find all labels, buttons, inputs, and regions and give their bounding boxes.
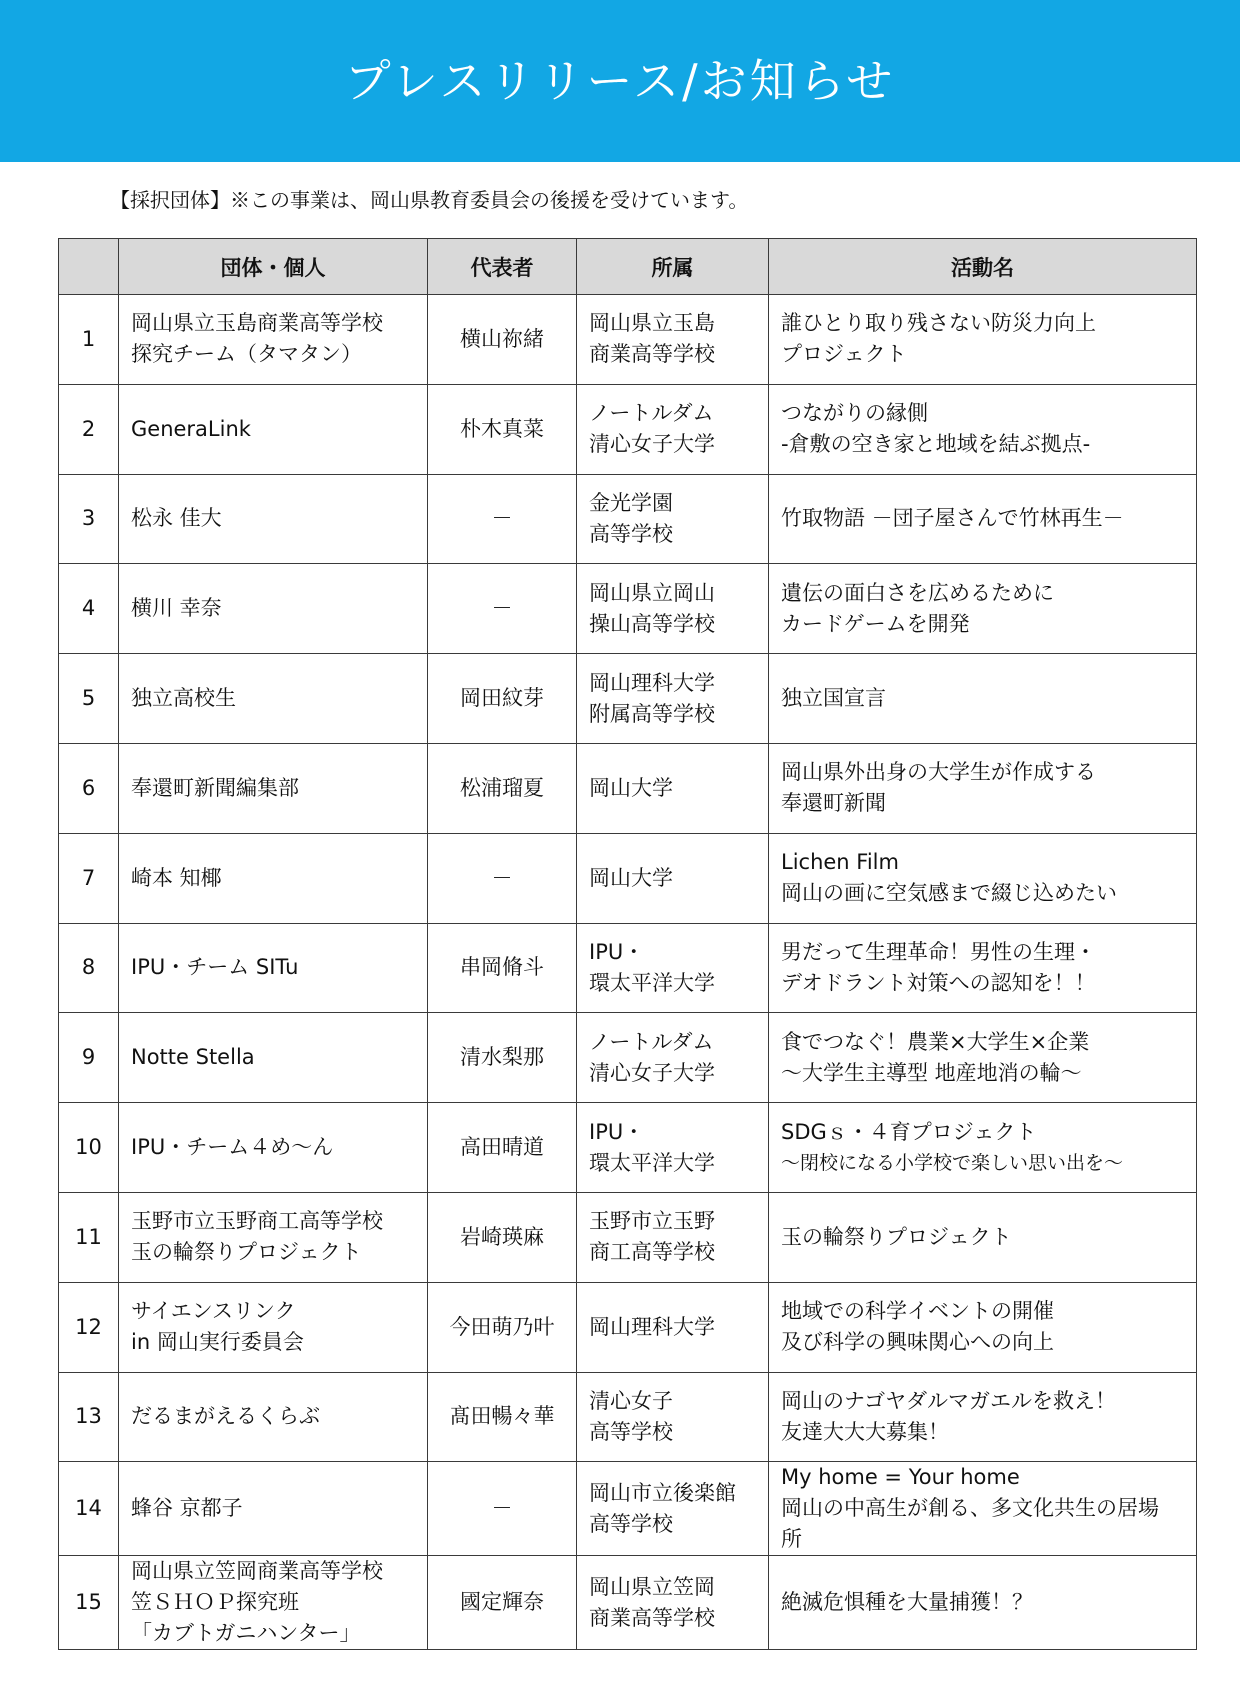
activity-cell: [769, 564, 1197, 654]
activity-cell-line: 絶滅危惧種を大量捕獲！？: [781, 1590, 1033, 1615]
representative-cell: 岡田紋芽: [428, 654, 577, 744]
organization-cell: [119, 1192, 428, 1282]
activity-cell-line: 奉還町新聞: [781, 791, 886, 816]
organization-cell-line: Notte Stella: [131, 1045, 255, 1070]
representative-cell: 横山祢緒: [428, 295, 577, 385]
activity-cell-line: プロジェクト: [781, 342, 907, 367]
organization-cell-line: 笠ＳＨＯＰ探究班: [131, 1590, 299, 1615]
activity-cell-line: 岡山のナゴヤダルマガエルを救え！: [781, 1388, 1116, 1413]
table-row: [59, 1013, 1197, 1103]
header-representative: 代表者: [428, 239, 577, 295]
organization-cell: [119, 1462, 428, 1556]
activity-cell-line: 岡山の中高生が創る、多文化共生の居場: [781, 1496, 1159, 1521]
activity-cell: [769, 1462, 1197, 1556]
affiliation-cell-line: 清心女子大学: [589, 1060, 715, 1085]
affiliation-cell: [577, 1462, 769, 1556]
organization-cell-line: サイエンスリンク: [131, 1299, 296, 1324]
activity-cell-line: つながりの縁側: [781, 401, 928, 426]
row-number: 10: [59, 1103, 119, 1193]
activity-cell: [769, 1192, 1197, 1282]
organization-cell-line: 岡山県立玉島商業高等学校: [131, 311, 383, 336]
activity-cell: [769, 474, 1197, 564]
activity-cell-line: 竹取物語 －団子屋さんで竹林再生－: [781, 506, 1124, 531]
organization-cell: [119, 564, 428, 654]
intro-text: 【採択団体】※この事業は、岡山県教育委員会の後援を受けています。: [110, 188, 749, 212]
activity-cell: [769, 295, 1197, 385]
affiliation-cell: [577, 743, 769, 833]
header-affiliation: 所属: [577, 239, 769, 295]
table-row: [59, 1372, 1197, 1462]
organization-cell: [119, 384, 428, 474]
representative-cell: －: [428, 564, 577, 654]
affiliation-cell-line: 岡山県立玉島: [589, 311, 715, 336]
affiliation-cell: [577, 1556, 769, 1650]
activity-cell: [769, 1103, 1197, 1193]
activity-cell-line: カードゲームを開発: [781, 611, 970, 636]
affiliation-cell-line: 商業高等学校: [589, 342, 715, 367]
affiliation-cell-line: IPU・: [589, 1119, 645, 1144]
organization-cell: [119, 1013, 428, 1103]
affiliation-cell-line: 岡山理科大学: [589, 1314, 715, 1339]
row-number: 12: [59, 1282, 119, 1372]
organization-cell: [119, 654, 428, 744]
activity-cell: [769, 384, 1197, 474]
activity-cell-line: 及び科学の興味関心への向上: [781, 1330, 1054, 1355]
row-number: 1: [59, 295, 119, 385]
activity-cell: [769, 1282, 1197, 1372]
organization-cell: [119, 743, 428, 833]
table-row: [59, 474, 1197, 564]
organization-cell: [119, 923, 428, 1013]
organization-cell-line: 玉の輪祭りプロジェクト: [131, 1240, 362, 1265]
organization-cell: [119, 833, 428, 923]
affiliation-cell-line: 金光学園: [589, 490, 673, 515]
row-number: 11: [59, 1192, 119, 1282]
affiliation-cell-line: 高等学校: [589, 521, 673, 546]
table-row: [59, 654, 1197, 744]
representative-cell: 髙田暢々華: [428, 1372, 577, 1462]
affiliation-cell: [577, 564, 769, 654]
affiliation-cell-line: 商工高等学校: [589, 1240, 715, 1265]
representative-cell: 串岡脩斗: [428, 923, 577, 1013]
activity-cell-line: 玉の輪祭りプロジェクト: [781, 1224, 1012, 1249]
organization-cell-line: 「カブトガニハンター」: [131, 1621, 361, 1646]
row-number: 8: [59, 923, 119, 1013]
row-number: 9: [59, 1013, 119, 1103]
page-title: プレスリリース/お知らせ: [344, 54, 896, 108]
activity-cell-line: 誰ひとり取り残さない防災力向上: [781, 311, 1096, 336]
affiliation-cell-line: 玉野市立玉野: [589, 1209, 715, 1234]
activity-cell-line: ～閉校になる小学校で楽しい思い出を～: [781, 1151, 1124, 1174]
organization-cell: [119, 474, 428, 564]
row-number: 13: [59, 1372, 119, 1462]
affiliation-cell-line: 環太平洋大学: [589, 1150, 715, 1175]
activity-cell-line: 友達大大大募集！: [781, 1419, 949, 1444]
table-row: [59, 833, 1197, 923]
row-number: 6: [59, 743, 119, 833]
affiliation-cell: [577, 295, 769, 385]
organization-cell: [119, 1372, 428, 1462]
affiliation-cell-line: 環太平洋大学: [589, 970, 715, 995]
affiliation-cell: [577, 1103, 769, 1193]
affiliation-cell: [577, 654, 769, 744]
organization-cell-line: 玉野市立玉野商工高等学校: [131, 1209, 383, 1234]
organization-cell: [119, 295, 428, 385]
row-number: 5: [59, 654, 119, 744]
row-number: 4: [59, 564, 119, 654]
affiliation-cell-line: 操山高等学校: [589, 611, 715, 636]
activity-cell-line: デオドラント対策への認知を！！: [781, 970, 1096, 995]
affiliation-cell-line: 岡山大学: [589, 865, 673, 890]
table-row: [59, 384, 1197, 474]
representative-cell: 高田晴道: [428, 1103, 577, 1193]
representative-cell: 朴木真菜: [428, 384, 577, 474]
organization-cell-line: 松永 佳大: [131, 506, 222, 531]
table-row: [59, 1192, 1197, 1282]
affiliation-cell-line: 附属高等学校: [589, 701, 715, 726]
organization-cell-line: 横川 幸奈: [131, 596, 222, 621]
affiliation-cell-line: IPU・: [589, 939, 645, 964]
organization-cell-line: in 岡山実行委員会: [131, 1330, 304, 1355]
row-number: 2: [59, 384, 119, 474]
organization-cell-line: GeneraLink: [131, 416, 251, 441]
affiliation-cell: [577, 474, 769, 564]
affiliation-cell-line: 清心女子大学: [589, 432, 715, 457]
row-number: 3: [59, 474, 119, 564]
affiliation-cell-line: 清心女子: [589, 1388, 673, 1413]
organization-cell-line: 岡山県立笠岡商業高等学校: [131, 1559, 383, 1584]
affiliation-cell-line: 岡山市立後楽館: [589, 1480, 736, 1505]
affiliation-cell-line: 岡山県立岡山: [589, 580, 715, 605]
representative-cell: －: [428, 474, 577, 564]
representative-cell: 松浦瑠夏: [428, 743, 577, 833]
activity-cell-line: 独立国宣言: [781, 686, 886, 711]
affiliation-cell: [577, 1372, 769, 1462]
table-header-row: [59, 239, 1197, 295]
activity-cell-line: 岡山県外出身の大学生が作成する: [781, 760, 1096, 785]
affiliation-cell-line: 岡山大学: [589, 775, 673, 800]
affiliation-cell-line: ノートルダム: [589, 1029, 714, 1054]
organization-cell-line: だるまがえるくらぶ: [131, 1404, 320, 1429]
activity-cell-line: 岡山の画に空気感まで綴じ込めたい: [781, 881, 1117, 906]
representative-cell: 清水梨那: [428, 1013, 577, 1103]
affiliation-cell: [577, 384, 769, 474]
activity-cell: [769, 1372, 1197, 1462]
affiliation-cell: [577, 1013, 769, 1103]
activity-cell-line: -倉敷の空き家と地域を結ぶ拠点-: [781, 432, 1091, 457]
affiliation-cell-line: ノートルダム: [589, 401, 714, 426]
row-number: 15: [59, 1556, 119, 1650]
organization-cell-line: IPU・チーム SITu: [131, 955, 299, 980]
table-row: [59, 1282, 1197, 1372]
affiliation-cell-line: 高等学校: [589, 1419, 673, 1444]
organization-cell: [119, 1556, 428, 1650]
table-row: [59, 295, 1197, 385]
table-row: [59, 1462, 1197, 1556]
representative-cell: －: [428, 1462, 577, 1556]
activity-cell-line: 遺伝の面白さを広めるために: [781, 580, 1054, 605]
header-organization: 団体・個人: [119, 239, 428, 295]
selected-groups-table: [58, 238, 1197, 1650]
activity-cell-line: SDGｓ・４育プロジェクト: [781, 1119, 1037, 1144]
organization-cell-line: 探究チーム（タマタン）: [131, 342, 362, 367]
activity-cell-line: Lichen Film: [781, 850, 899, 875]
activity-cell-line: 食でつなぐ！農業×大学生×企業: [781, 1029, 1090, 1054]
activity-cell: [769, 743, 1197, 833]
activity-cell: [769, 833, 1197, 923]
table-row: [59, 564, 1197, 654]
affiliation-cell-line: 岡山理科大学: [589, 670, 715, 695]
activity-cell: [769, 1556, 1197, 1650]
representative-cell: 岩崎瑛麻: [428, 1192, 577, 1282]
activity-cell-line: 男だって生理革命！男性の生理・: [781, 939, 1096, 964]
activity-cell: [769, 654, 1197, 744]
organization-cell-line: 崎本 知椰: [131, 865, 222, 890]
activity-cell-line: My home = Your home: [781, 1465, 1020, 1490]
activity-cell-line: 地域での科学イベントの開催: [781, 1299, 1054, 1324]
organization-cell-line: IPU・チーム４め～ん: [131, 1135, 334, 1160]
activity-cell: [769, 923, 1197, 1013]
affiliation-cell: [577, 1192, 769, 1282]
header-banner: [0, 0, 1240, 162]
table-row: [59, 1103, 1197, 1193]
activity-cell-line: ～大学生主導型 地産地消の輪～: [781, 1060, 1082, 1085]
header-number: [59, 239, 119, 295]
representative-cell: －: [428, 833, 577, 923]
row-number: 7: [59, 833, 119, 923]
table-row: [59, 923, 1197, 1013]
affiliation-cell: [577, 1282, 769, 1372]
row-number: 14: [59, 1462, 119, 1556]
affiliation-cell-line: 高等学校: [589, 1511, 673, 1536]
organization-cell-line: 独立高校生: [131, 686, 236, 711]
table-row: [59, 743, 1197, 833]
affiliation-cell: [577, 833, 769, 923]
organization-cell-line: 奉還町新聞編集部: [131, 775, 299, 800]
representative-cell: 今田萌乃叶: [428, 1282, 577, 1372]
table-row: [59, 1556, 1197, 1650]
activity-cell: [769, 1013, 1197, 1103]
activity-cell-line: 所: [781, 1527, 802, 1552]
organization-cell: [119, 1282, 428, 1372]
affiliation-cell-line: 岡山県立笠岡: [589, 1574, 715, 1599]
selected-groups-table-container: [58, 238, 1196, 1650]
affiliation-cell: [577, 923, 769, 1013]
table-body: [59, 295, 1197, 1650]
organization-cell-line: 蜂谷 京都子: [131, 1496, 243, 1521]
affiliation-cell-line: 商業高等学校: [589, 1605, 715, 1630]
representative-cell: 國定輝奈: [428, 1556, 577, 1650]
organization-cell: [119, 1103, 428, 1193]
header-activity: 活動名: [769, 239, 1197, 295]
